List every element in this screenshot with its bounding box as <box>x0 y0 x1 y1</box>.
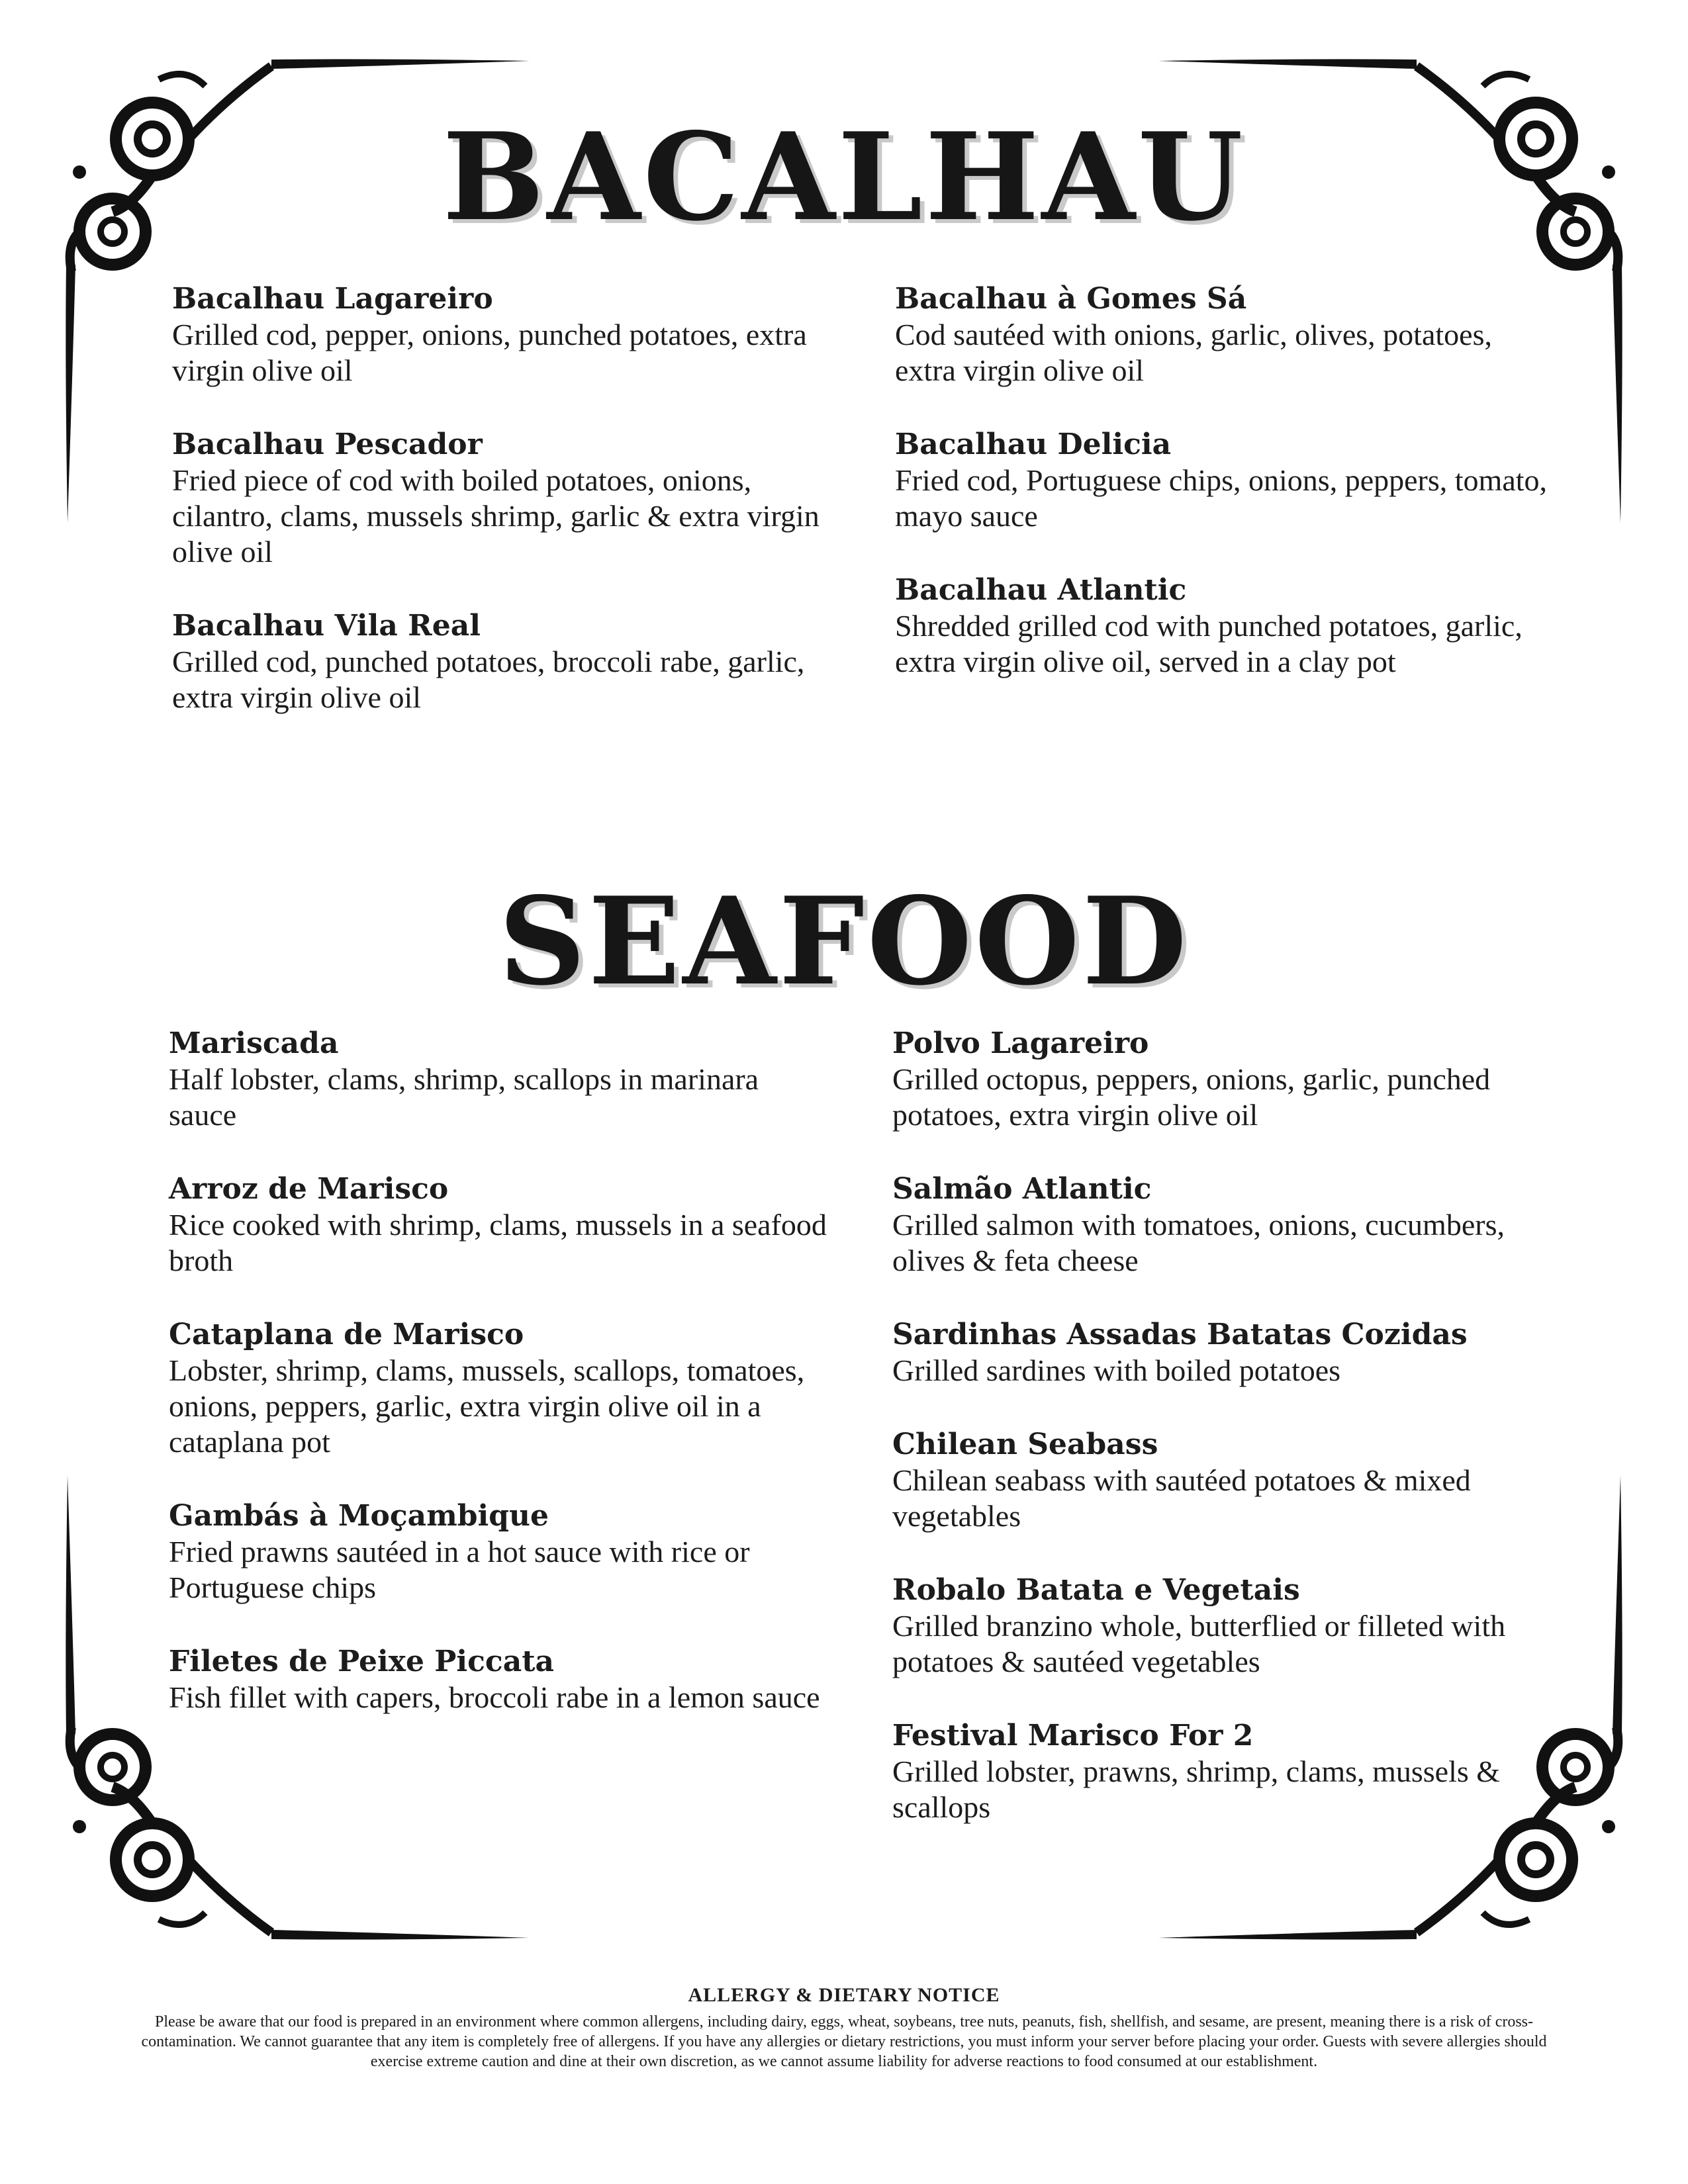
dish-description: Grilled lobster, prawns, shrimp, clams, mussels & scallops <box>892 1754 1501 1824</box>
dish-name: Bacalhau à Gomes Sá <box>895 282 1247 316</box>
menu-item <box>169 1644 831 1715</box>
dish-description: Grilled sardines with boiled potatoes <box>892 1353 1341 1387</box>
dish-name: Mariscada <box>169 1026 339 1060</box>
dish-name: Cataplana de Marisco <box>169 1318 524 1351</box>
bacalhau-left-column <box>172 281 834 754</box>
menu-item <box>892 1718 1554 1825</box>
dish-description: Rice cooked with shrimp, clams, mussels in a seafood broth <box>169 1208 827 1277</box>
dish-name: Bacalhau Pescador <box>172 428 483 461</box>
dish-name: Bacalhau Lagareiro <box>172 282 493 316</box>
dish-name: Festival Marisco For 2 <box>892 1719 1254 1752</box>
dish-description: Grilled cod, punched potatoes, broccoli rabe, garlic, extra virgin olive oil <box>172 645 805 714</box>
dish-name: Bacalhau Atlantic <box>895 573 1187 607</box>
dish-description: Grilled salmon with tomatoes, onions, cucumbers, olives & feta cheese <box>892 1208 1505 1277</box>
menu-item <box>895 427 1557 534</box>
menu-item <box>169 1026 831 1133</box>
dish-description: Grilled branzino whole, butterflied or filleted with potatoes & sautéed vegetables <box>892 1609 1506 1678</box>
menu-item <box>172 608 834 715</box>
section-title-bacalhau: BACALHAU <box>442 106 1246 248</box>
dish-name: Arroz de Marisco <box>169 1172 449 1206</box>
section-title-seafood: SEAFOOD <box>498 870 1190 1012</box>
menu-item <box>169 1171 831 1279</box>
menu-item <box>892 1026 1554 1133</box>
menu-item <box>172 281 834 388</box>
seafood-left-column <box>169 1026 831 1754</box>
menu-item <box>892 1317 1554 1388</box>
dish-name: Gambás à Moçambique <box>169 1499 549 1533</box>
bacalhau-right-column <box>895 281 1557 718</box>
dish-name: Robalo Batata e Vegetais <box>892 1573 1300 1607</box>
dish-description: Grilled octopus, peppers, onions, garlic, punched potatoes, extra virgin olive oil <box>892 1062 1491 1132</box>
menu-item <box>892 1572 1554 1680</box>
dish-name: Bacalhau Delicia <box>895 428 1172 461</box>
dish-description: Fried cod, Portuguese chips, onions, peppers, tomato, mayo sauce <box>895 463 1548 533</box>
dish-description: Fried prawns sautéed in a hot sauce with rice or Portuguese chips <box>169 1535 750 1604</box>
dish-name: Filetes de Peixe Piccata <box>169 1645 555 1678</box>
allergy-notice-title: ALLERGY & DIETARY NOTICE <box>688 1984 1000 2006</box>
dish-name: Polvo Lagareiro <box>892 1026 1149 1060</box>
dish-name: Bacalhau Vila Real <box>172 609 481 643</box>
dish-description: Fish fillet with capers, broccoli rabe in a lemon sauce <box>169 1680 820 1714</box>
menu-item <box>892 1427 1554 1534</box>
dish-description: Fried piece of cod with boiled potatoes, onions, cilantro, clams, mussels shrimp, garlic & extra virgin olive oil <box>172 463 820 569</box>
dish-name: Chilean Seabass <box>892 1428 1158 1461</box>
menu-item <box>172 427 834 570</box>
dish-name: Sardinhas Assadas Batatas Cozidas <box>892 1318 1468 1351</box>
dish-description: Lobster, shrimp, clams, mussels, scallops, tomatoes, onions, peppers, garlic, extra virgin olive oil in a cataplana pot <box>169 1353 805 1459</box>
dish-description: Half lobster, clams, shrimp, scallops in marinara sauce <box>169 1062 759 1132</box>
seafood-right-column <box>892 1026 1554 1864</box>
menu-item <box>895 572 1557 680</box>
allergy-notice-text: Please be aware that our food is prepared in an environment where common allergens, including dairy, eggs, wheat, soybeans, tree nuts, peanuts, fish, shellfish, and sesame, are present, meaning there is a risk of cross-contamination. We cannot guarantee that any item is completely free of allergens. If you have any allergies or dietary restrictions, you must inform your server before placing your order. Guests with severe allergies should exercise extreme caution and dine at their own discretion, as we cannot assume liability for adverse reactions to food consumed at our establishment. <box>141 2013 1547 2070</box>
menu-item <box>169 1317 831 1460</box>
allergy-notice <box>132 1983 1556 2071</box>
dish-name: Salmão Atlantic <box>892 1172 1152 1206</box>
menu-item <box>169 1498 831 1606</box>
menu-item <box>895 281 1557 388</box>
dish-description: Cod sautéed with onions, garlic, olives, potatoes, extra virgin olive oil <box>895 318 1492 387</box>
dish-description: Grilled cod, pepper, onions, punched potatoes, extra virgin olive oil <box>172 318 807 387</box>
dish-description: Shredded grilled cod with punched potatoes, garlic, extra virgin olive oil, served in a clay pot <box>895 609 1523 678</box>
dish-description: Chilean seabass with sautéed potatoes & mixed vegetables <box>892 1463 1471 1533</box>
menu-item <box>892 1171 1554 1279</box>
